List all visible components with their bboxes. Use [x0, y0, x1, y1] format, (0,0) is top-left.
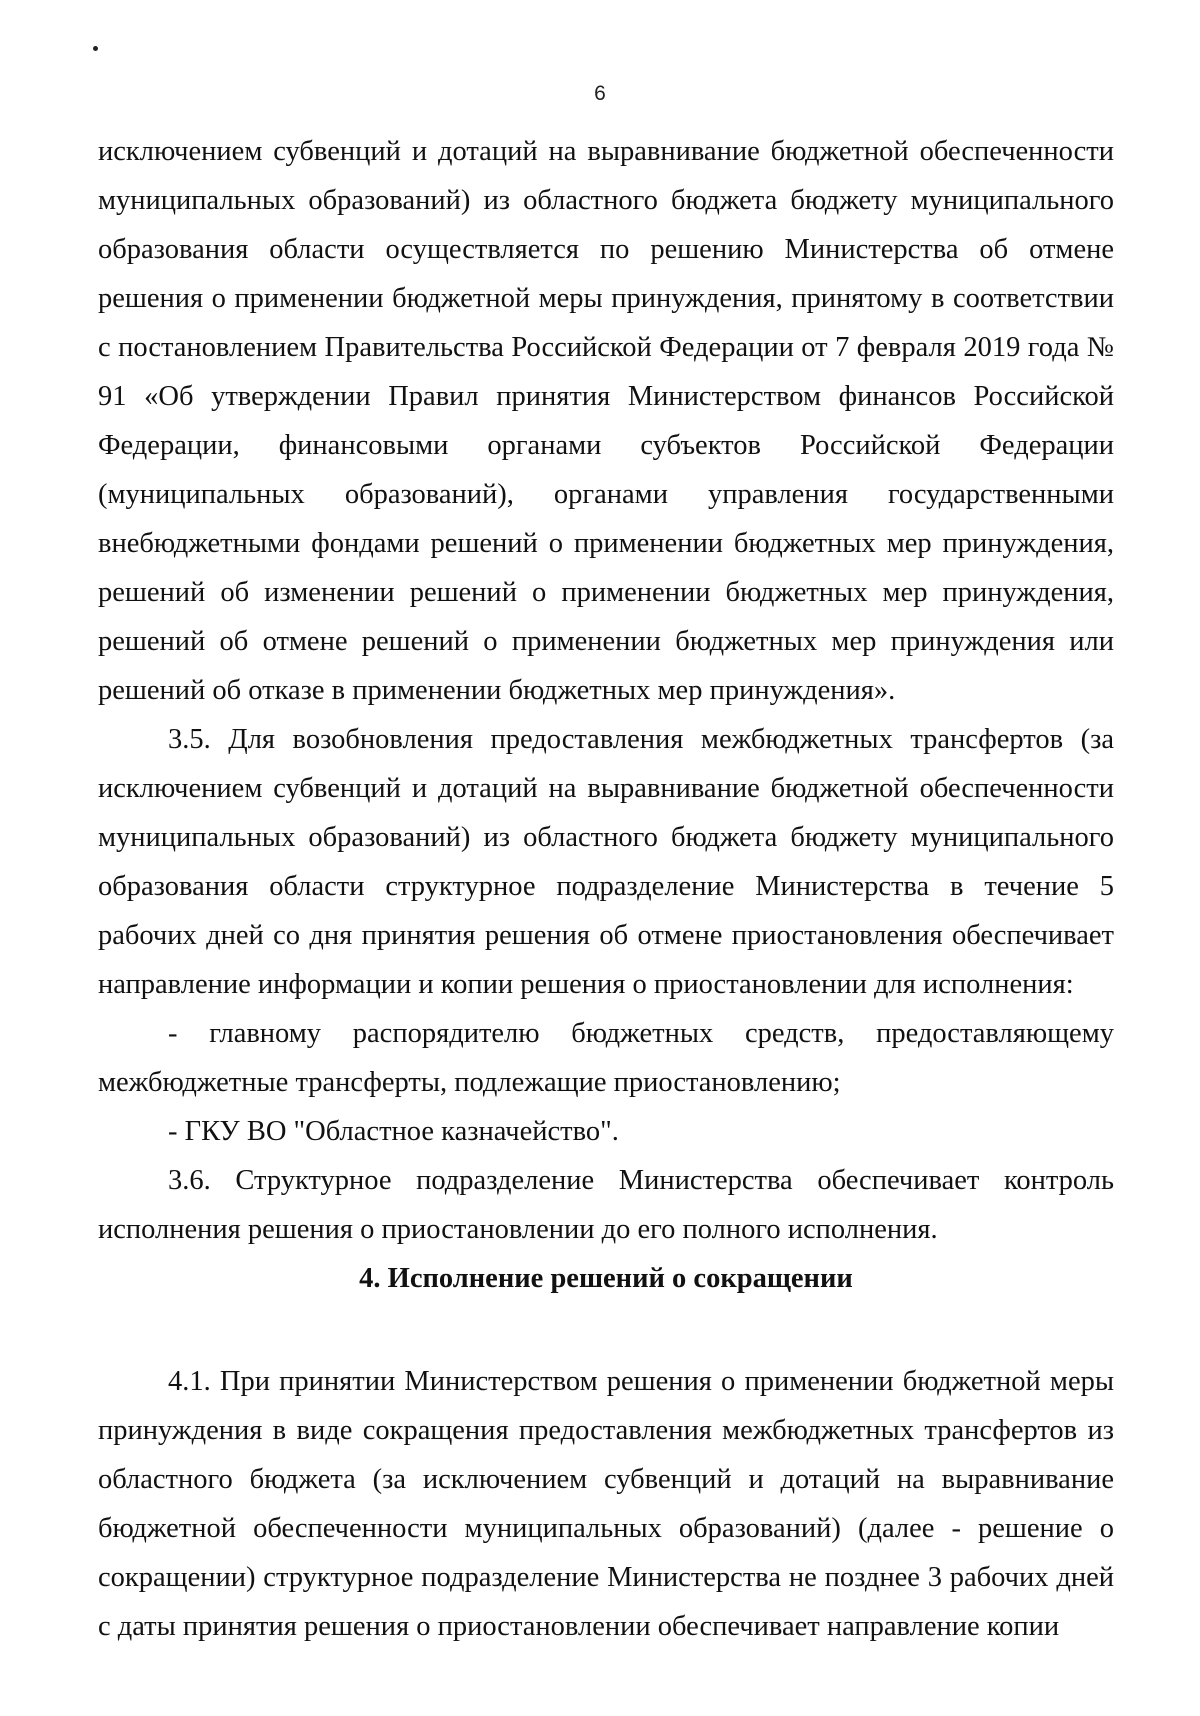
paragraph-3-5: 3.5. Для возобновления предоставления межбюджетных трансфертов (за исключением субвенций и дотаций на выравнивание бюджетной обеспеченности муниципальных образований) из областного бюджета бюджету муниципального образования области структурное подразделение Министерства в течение 5 рабочих дней со дня принятия решения об отмене приостановления обеспечивает направление информации и копии решения о приостановлении для исполнения:: [98, 724, 1114, 1000]
page-number: 6: [594, 82, 606, 105]
paragraph-continuation: исключением субвенций и дотаций на выравнивание бюджетной обеспеченности муниципальных образований) из областного бюджета бюджету муниципального образования области осуществляется по решению Министерства об отмене решения о применении бюджетной меры принуждения, принятому в соответствии с постановлением Правительства Российской Федерации от 7 февраля 2019 года № 91 «Об утверждении Правил принятия Министерством финансов Российской Федерации, финансовыми органами субъектов Российской Федерации (муниципальных образований), органами управления государственными внебюджетными фондами решений о применении бюджетных мер принуждения, решений об изменении решений о применении бюджетных мер принуждения, решений об отмене решений о применении бюджетных мер принуждения или решений об отказе в применении бюджетных мер принуждения».: [98, 136, 1114, 706]
paragraph-3-6: 3.6. Структурное подразделение Министерства обеспечивает контроль исполнения решения о приостановлении до его полного исполнения.: [98, 1165, 1114, 1245]
document-body: [98, 127, 1114, 1651]
list-item-main-distributor: - главному распорядителю бюджетных средств, предоставляющему межбюджетные трансферты, подлежащие приостановлению;: [98, 1018, 1114, 1098]
section-heading: 4. Исполнение решений о сокращении: [359, 1263, 853, 1294]
section-gap: [98, 1304, 1114, 1357]
scan-speck: [93, 46, 98, 51]
paragraph-4-1: 4.1. При принятии Министерством решения о применении бюджетной меры принуждения в виде сокращения предоставления межбюджетных трансфертов из областного бюджета (за исключением субвенций и дотаций на выравнивание бюджетной обеспеченности муниципальных образований) (далее - решение о сокращении) структурное подразделение Министерства не позднее 3 рабочих дней с даты принятия решения о приостановлении обеспечивает направление копии: [98, 1366, 1114, 1642]
list-item-treasury: - ГКУ ВО "Областное казначейство".: [168, 1116, 619, 1147]
